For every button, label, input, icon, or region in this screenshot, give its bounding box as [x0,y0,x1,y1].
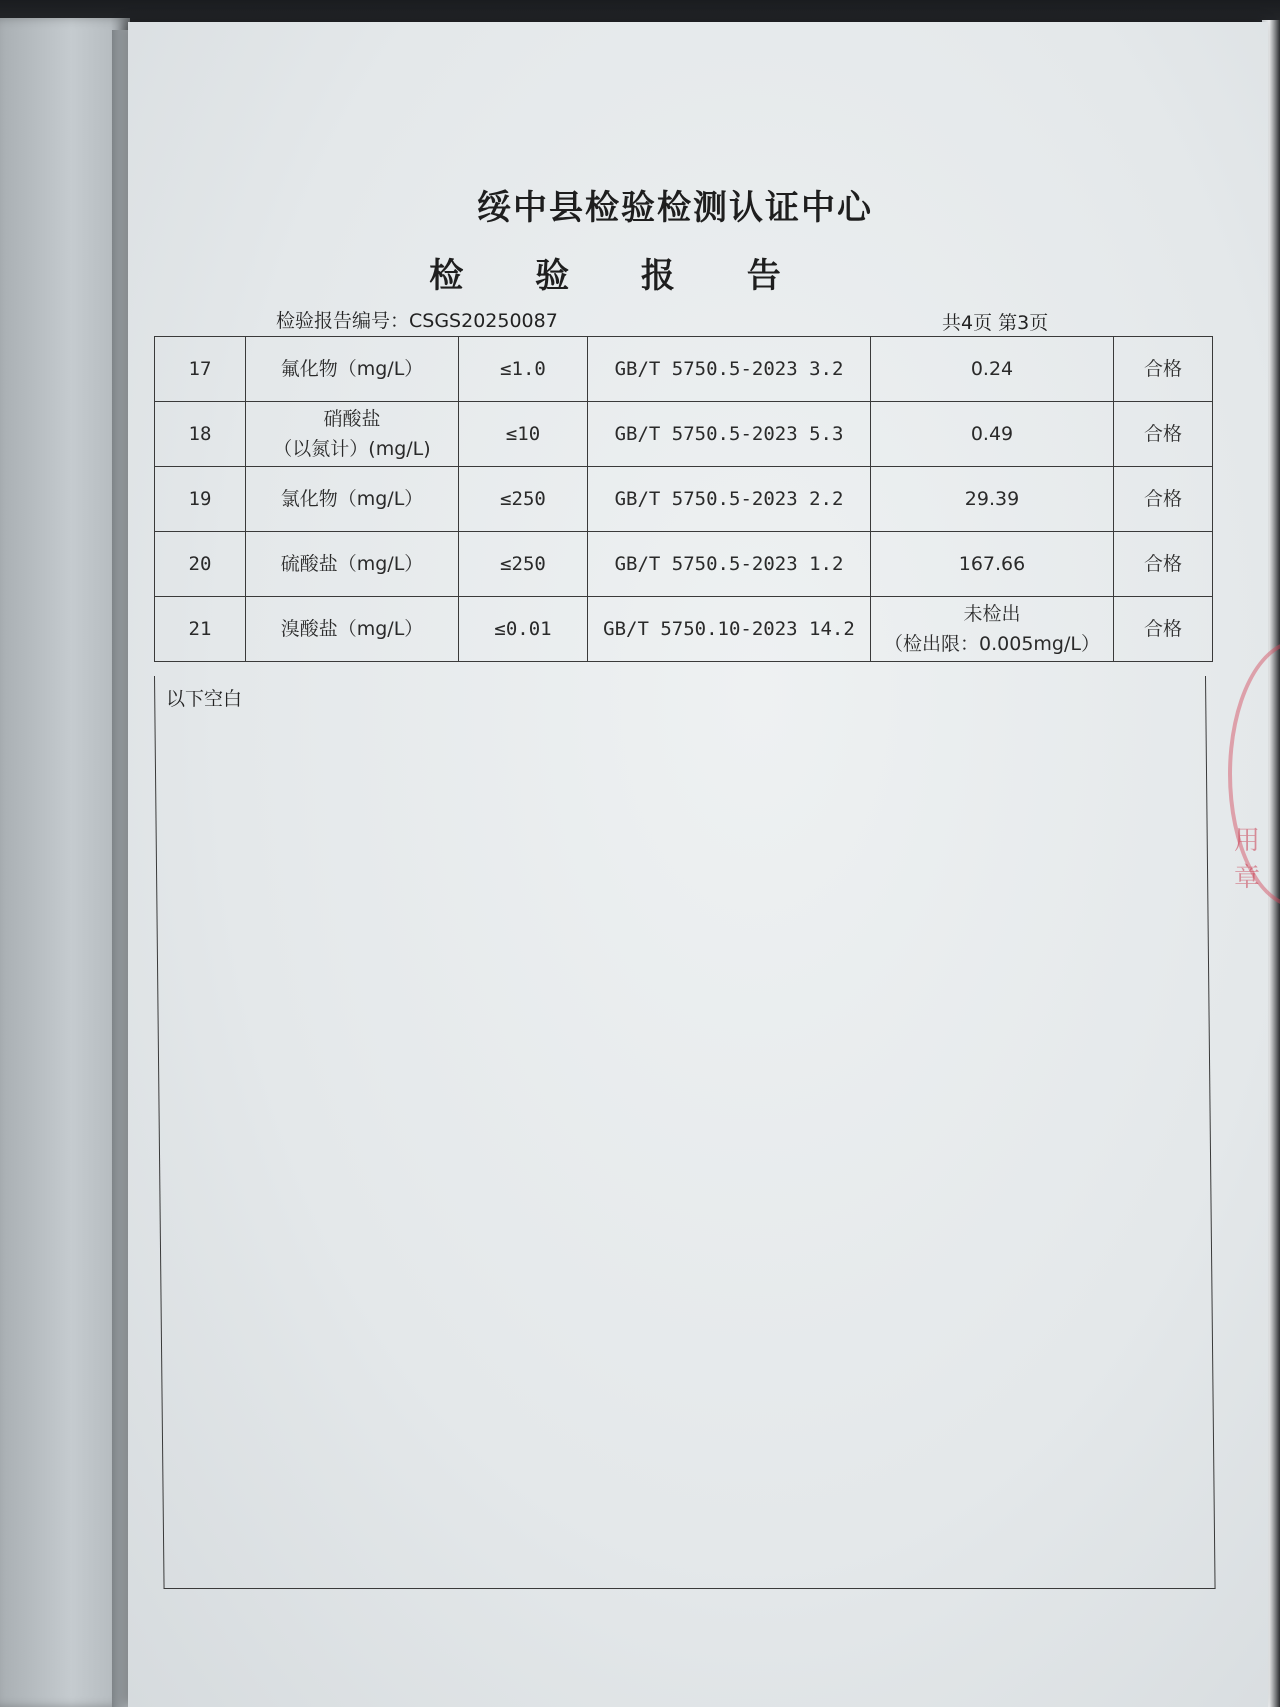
report-title: 检 验 报 告 [429,256,811,296]
cell-item-text: （以氮计）(mg/L) [273,438,431,460]
cell-result [871,402,1114,467]
cell-item-text: 硫酸盐（mg/L） [280,553,424,575]
cell-method [588,337,871,402]
cell-limit [459,467,588,532]
cell-judgement-text: 合格 [1143,553,1182,575]
cell-judgement-text: 合格 [1143,358,1182,380]
results-table [154,336,1213,662]
cell-limit [459,402,588,467]
cell-method-text: GB/T 5750.5-2023 2.2 [614,488,844,510]
cell-item [246,532,459,597]
cell-judgement-text: 合格 [1143,423,1182,445]
cell-item [246,597,459,662]
cell-result-text: 0.49 [970,423,1014,445]
cell-limit-text: ≤1.0 [500,358,546,380]
cell-limit [459,337,588,402]
cell-limit [459,597,588,662]
cell-judgement [1114,467,1213,532]
cell-result-text: 29.39 [964,488,1020,510]
table-row [155,597,1213,662]
cell-result-text: 167.66 [958,553,1026,575]
cell-limit-text: ≤0.01 [494,618,552,640]
cell-number-text: 19 [188,488,212,510]
cell-result [871,597,1114,662]
table-row [155,402,1213,467]
cell-judgement-text: 合格 [1143,618,1182,640]
cell-judgement [1114,597,1213,662]
cell-number-text: 18 [188,423,212,445]
cell-result [871,532,1114,597]
cell-limit-text: ≤250 [500,553,546,575]
cell-limit [459,532,588,597]
cell-item-text: 氟化物（mg/L） [280,358,424,380]
cell-item-text: 溴酸盐（mg/L） [280,618,424,640]
cell-method [588,532,871,597]
cell-item-text: 氯化物（mg/L） [280,488,424,510]
cell-judgement [1114,402,1213,467]
cell-method [588,402,871,467]
cell-judgement [1114,532,1213,597]
cell-number-text: 17 [188,358,212,380]
cell-result-text: 0.24 [970,358,1014,380]
cell-method-text: GB/T 5750.5-2023 1.2 [614,553,844,575]
report-number: 检验报告编号：CSGS20250087 [276,310,558,332]
cell-item [246,337,459,402]
cell-method-text: GB/T 5750.10-2023 14.2 [603,618,855,640]
cell-judgement-text: 合格 [1143,488,1182,510]
cell-result-text: 未检出 [963,603,1021,625]
cell-result [871,467,1114,532]
cell-method [588,467,871,532]
cell-judgement [1114,337,1213,402]
blank-area-frame [154,676,1216,1589]
cell-method-text: GB/T 5750.5-2023 3.2 [614,358,844,380]
cell-number-text: 20 [188,553,212,575]
table-row [155,532,1213,597]
cell-limit-text: ≤10 [505,423,541,445]
cell-number [155,532,246,597]
cell-limit-text: ≤250 [500,488,546,510]
cell-number [155,402,246,467]
cell-method [588,597,871,662]
cell-method-text: GB/T 5750.5-2023 5.3 [614,423,844,445]
cell-number [155,467,246,532]
table-row [155,467,1213,532]
cell-result-text: （检出限：0.005mg/L） [884,633,1100,655]
organization-title: 绥中县检验检测认证中心 [477,188,873,228]
cell-number-text: 21 [188,618,212,640]
cell-result [871,337,1114,402]
cell-item [246,467,459,532]
table-row [155,337,1213,402]
cell-number [155,337,246,402]
cell-item-text: 硝酸盐 [323,408,381,430]
blank-below-note: 以下空白 [166,688,243,710]
cell-number [155,597,246,662]
cell-item [246,402,459,467]
seal-fragment-text: 用章 [1234,826,1261,893]
page-indicator: 共4页 第3页 [942,312,1049,334]
